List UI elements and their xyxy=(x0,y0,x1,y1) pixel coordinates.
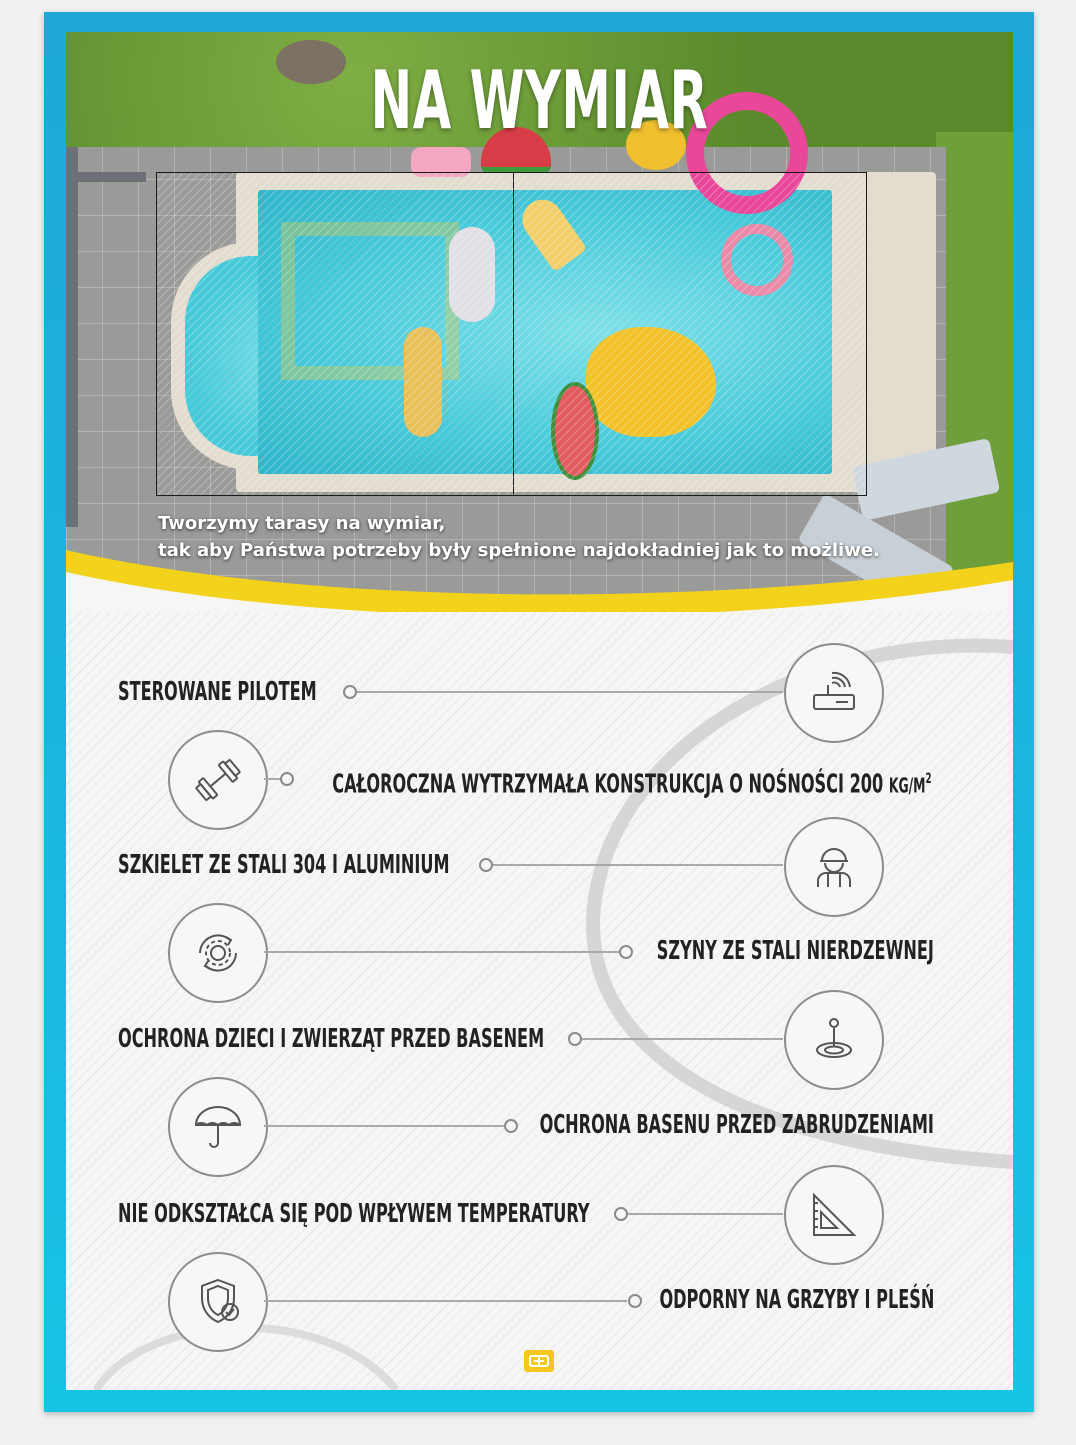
connector-dot xyxy=(619,945,633,959)
subtitle-line-1: Tworzymy tarasy na wymiar, xyxy=(158,513,446,534)
brand-logo-icon xyxy=(524,1350,554,1372)
feature-row xyxy=(524,1105,934,1145)
feature-row xyxy=(302,759,932,799)
feature-label-unit-exponent: 2 xyxy=(925,771,932,787)
feature-label-text: CAŁOROCZNA WYTRZYMAŁA KONSTRUKCJA O NOŚNOŚCI 200 xyxy=(332,769,884,800)
dumbbell-icon xyxy=(168,730,268,830)
connector-dot xyxy=(504,1119,518,1133)
connector-dot xyxy=(568,1032,582,1046)
subtitle xyxy=(158,510,880,564)
connector-line xyxy=(264,951,621,953)
feature-label: NIE ODKSZTAŁCA SIĘ POD WPŁYWEM TEMPERATURY xyxy=(118,1199,590,1229)
connector-line xyxy=(628,1213,783,1215)
cover-panel-left xyxy=(156,172,514,496)
feature-row xyxy=(648,1280,934,1320)
worker-icon xyxy=(784,817,884,917)
feature-label: SZYNY ZE STALI NIERDZEWNEJ xyxy=(656,936,934,966)
connector-line xyxy=(264,1300,627,1302)
connector-dot xyxy=(614,1207,628,1221)
remote-control-icon xyxy=(784,643,884,743)
feature-label: OCHRONA BASENU PRZED ZABRUDZENIAMI xyxy=(539,1110,934,1140)
cover-panel-right xyxy=(512,172,867,496)
connector-dot xyxy=(343,685,357,699)
subtitle-line-2: tak aby Państwa potrzeby były spełnione najdokładniej jak to możliwe. xyxy=(158,540,880,561)
page-title: NA WYMIAR xyxy=(370,54,709,147)
feature-label: ODPORNY NA GRZYBY I PLEŚŃ xyxy=(659,1285,934,1315)
connector-line xyxy=(493,864,783,866)
connector-dot xyxy=(628,1294,642,1308)
shield-check-icon xyxy=(168,1252,268,1352)
flyer-card xyxy=(66,32,1013,1390)
feature-label: OCHRONA DZIECI I ZWIERZĄT PRZED BASENEM xyxy=(118,1024,545,1054)
umbrella-icon xyxy=(168,1077,268,1177)
connector-line xyxy=(357,691,783,693)
feature-row xyxy=(640,931,934,971)
person-in-water-icon xyxy=(784,990,884,1090)
connector-dot xyxy=(280,772,294,786)
hero-photo xyxy=(66,32,1013,612)
feature-label: SZKIELET ZE STALI 304 I ALUMINIUM xyxy=(118,850,450,880)
feature-label-unit: KG/M xyxy=(889,773,926,798)
pergola-beam xyxy=(66,172,146,182)
gear-cycle-icon xyxy=(168,903,268,1003)
pergola-post xyxy=(66,147,78,527)
feature-label xyxy=(333,759,932,806)
connector-dot xyxy=(479,858,493,872)
set-square-icon xyxy=(784,1165,884,1265)
feature-label: STEROWANE PILOTEM xyxy=(118,677,317,707)
connector-line xyxy=(264,1125,504,1127)
connector-line xyxy=(582,1038,783,1040)
